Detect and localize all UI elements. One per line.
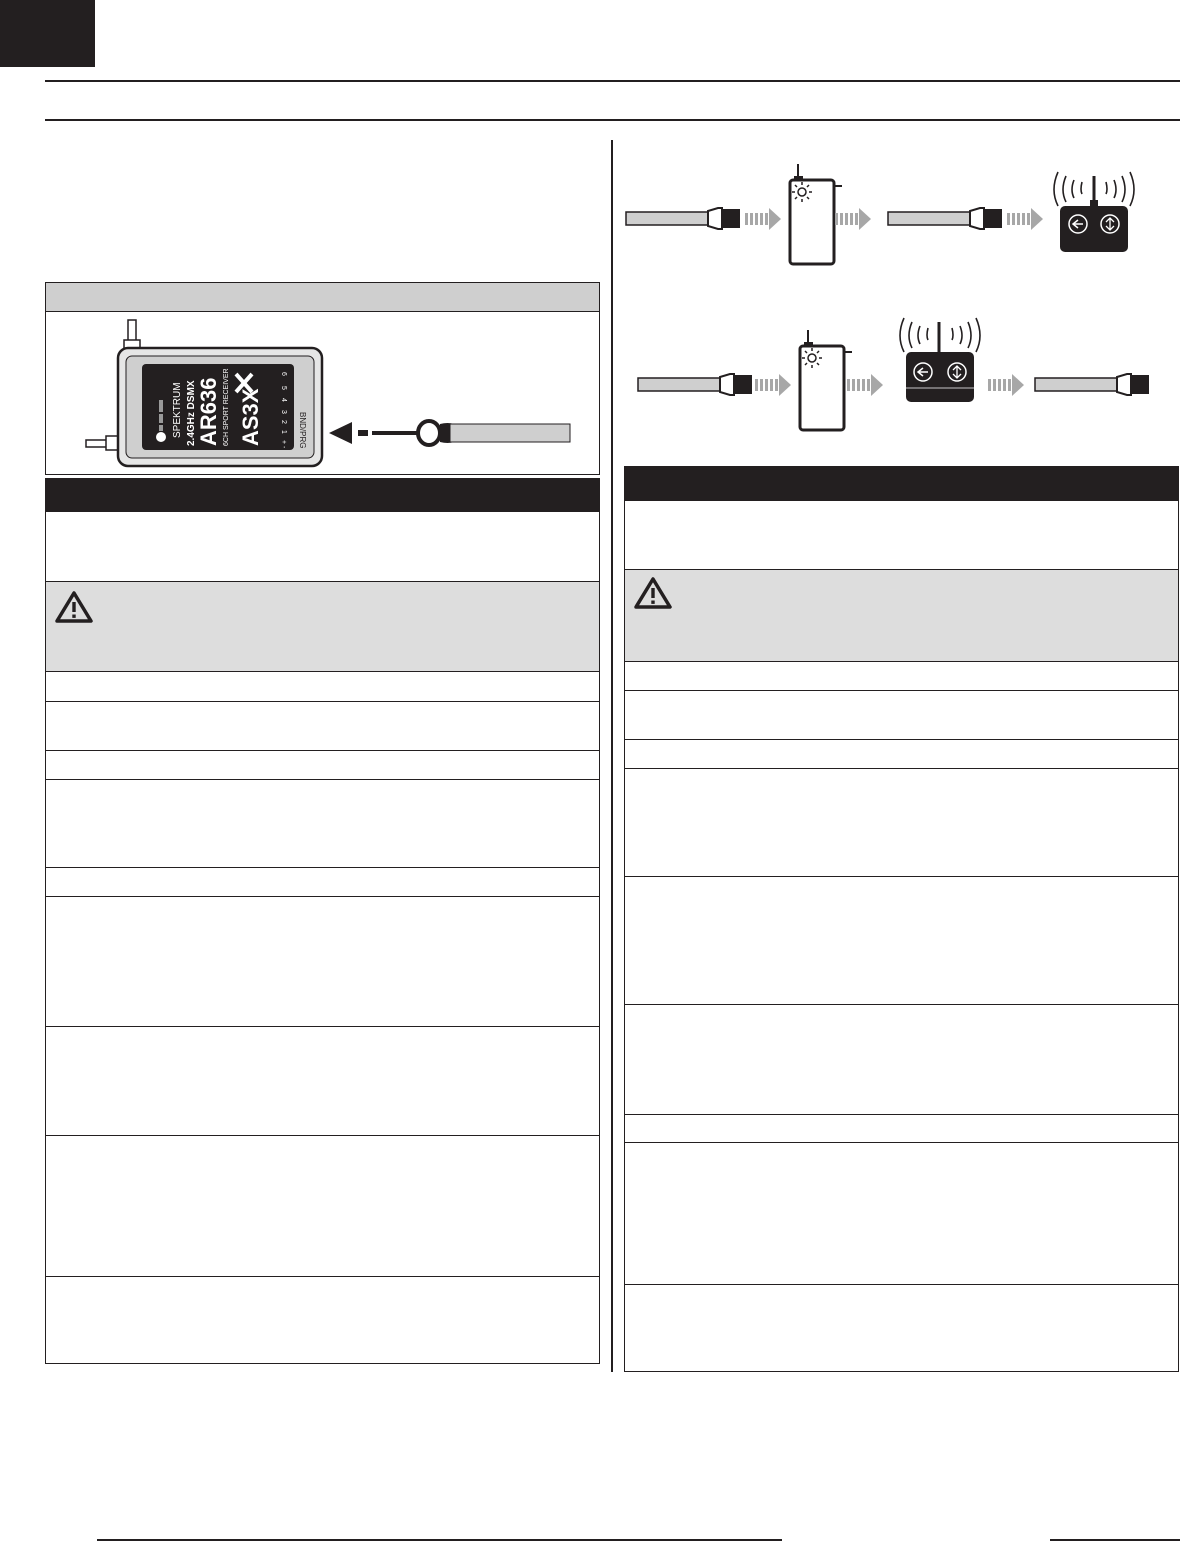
column-divider	[611, 140, 613, 1372]
warning-triangle-icon	[54, 590, 94, 624]
bind-port-label: BND/PRG	[298, 412, 307, 449]
port-label: 6	[280, 372, 287, 376]
port-label: 1	[280, 430, 287, 434]
left-step-row	[46, 750, 599, 779]
footer-rule-right	[1050, 1539, 1180, 1541]
right-table-header	[625, 467, 1178, 500]
receiver-illustration	[46, 312, 599, 475]
right-step-row	[625, 1284, 1178, 1373]
receiver-stabilization: AS3X	[238, 388, 263, 446]
left-step-row	[46, 867, 599, 896]
right-step-row	[625, 768, 1178, 876]
left-step-row	[46, 779, 599, 867]
sequence-diagrams	[620, 140, 1180, 450]
receiver-figure	[45, 282, 600, 475]
right-step-row	[625, 1142, 1178, 1284]
footer-rule-left	[97, 1539, 782, 1541]
port-label: 2	[280, 420, 287, 424]
right-step-row	[625, 739, 1178, 768]
receiver-model: AR636	[196, 377, 221, 446]
right-step-row	[625, 876, 1178, 1004]
header-rule-bottom	[45, 119, 1180, 121]
left-procedure-table	[45, 478, 600, 1364]
right-step-row	[625, 500, 1178, 569]
port-label: 5	[280, 386, 287, 390]
left-step-row	[46, 1135, 599, 1276]
left-step-row	[46, 896, 599, 1026]
right-step-row	[625, 1114, 1178, 1142]
header-rule-top	[45, 80, 1180, 82]
warning-triangle-icon	[633, 576, 673, 610]
right-warning-row	[625, 569, 1178, 661]
port-label: 4	[280, 398, 287, 402]
left-warning-row	[46, 581, 599, 671]
right-step-row	[625, 661, 1178, 690]
left-step-row	[46, 1276, 599, 1363]
figure-header	[46, 283, 599, 312]
right-procedure-table	[624, 466, 1179, 1372]
page-tab	[0, 0, 95, 67]
receiver-subtitle: 6CH SPORT RECEIVER	[223, 368, 230, 446]
receiver-brand: SPEKTRUM	[172, 382, 183, 438]
left-step-row	[46, 1026, 599, 1135]
right-step-row	[625, 1004, 1178, 1114]
right-step-row	[625, 690, 1178, 739]
left-step-row	[46, 701, 599, 750]
left-step-row	[46, 671, 599, 701]
left-table-header	[46, 479, 599, 512]
receiver-band: 2.4GHz DSMX	[186, 380, 197, 446]
port-label: + -	[280, 440, 287, 449]
port-label: 3	[280, 410, 287, 414]
